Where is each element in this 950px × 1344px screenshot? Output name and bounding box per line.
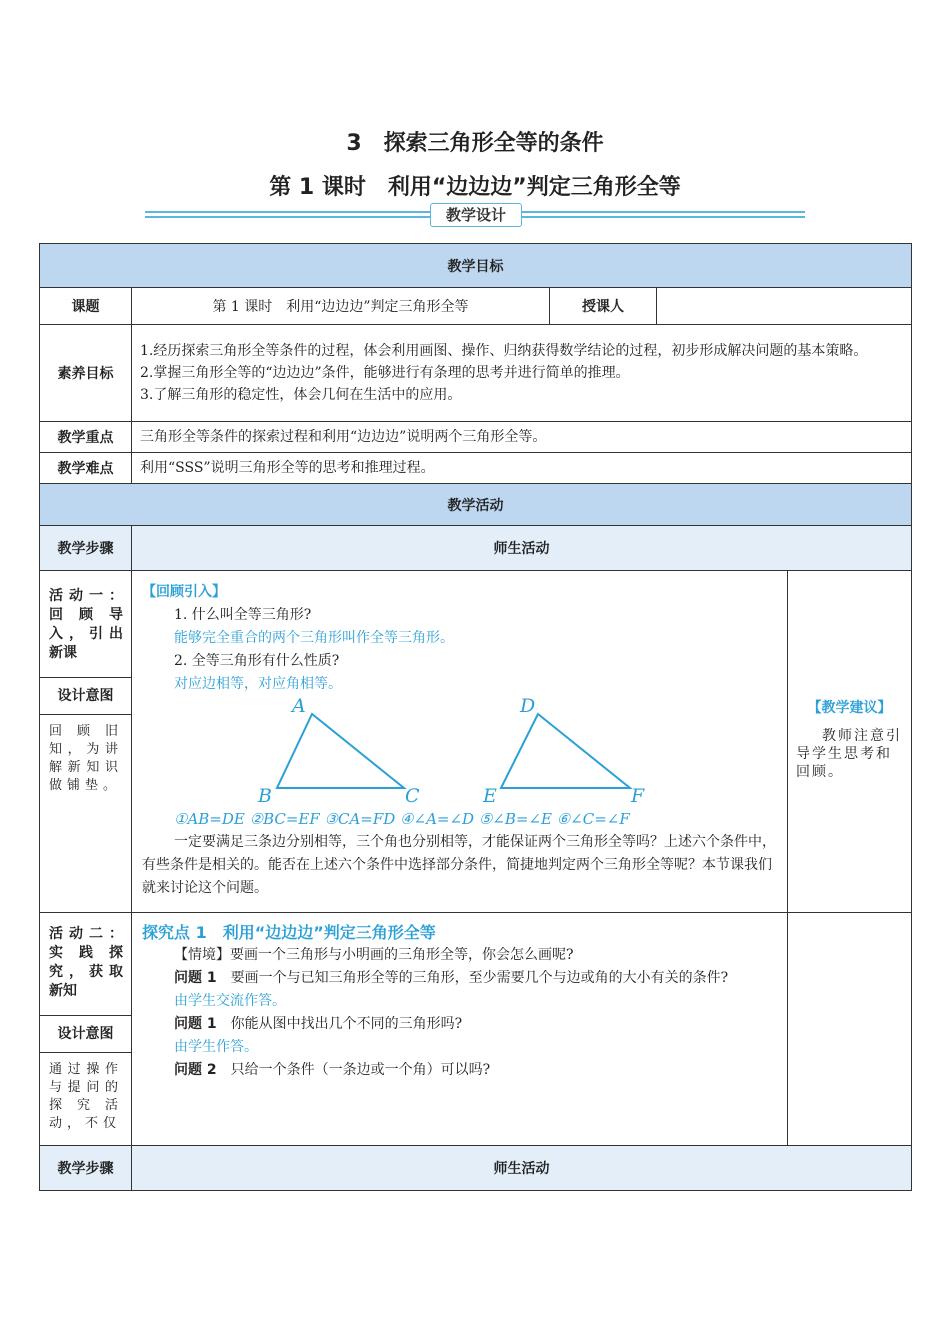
- goals-header: 教学目标: [40, 244, 912, 288]
- answer-1: 能够完全重合的两个三角形叫作全等三角形。: [174, 630, 454, 646]
- suggestion-text: 教师注意引导学生思考和回顾。: [796, 728, 902, 780]
- literacy-label: 素养目标: [40, 325, 132, 422]
- banner-label: 教学设计: [430, 203, 522, 227]
- teacher-label: 授课人: [550, 288, 657, 325]
- problem-2: 问题 2 只给一个条件（一条边或一个角）可以吗?: [174, 1062, 491, 1078]
- key-point-label: 教学重点: [40, 422, 132, 453]
- lesson-plan-table: [39, 243, 912, 1191]
- chapter-title: 3 探索三角形全等的条件: [346, 131, 604, 156]
- review-tag: 【回顾引入】: [142, 584, 226, 600]
- problem-1-answer: 由学生交流作答。: [174, 993, 286, 1009]
- teacher-student-label: 师生活动: [132, 526, 912, 571]
- activity2-content: [132, 913, 788, 1146]
- explore-point-title: 探究点 1 利用“边边边”判定三角形全等: [142, 923, 436, 942]
- key-point-value: 三角形全等条件的探索过程和利用“边边边”说明两个三角形全等。: [132, 422, 912, 453]
- six-conditions: ①AB=DE ②BC=EF ③CA=FD ④∠A=∠D ⑤∠B=∠E ⑥∠C=∠F: [174, 810, 630, 828]
- vertex-a: A: [292, 696, 306, 717]
- question-1: 1. 什么叫全等三角形?: [174, 607, 312, 623]
- activity1-content: [132, 571, 788, 913]
- activity1-title: 活动一： 回 顾 导 入，引出 新课: [49, 588, 123, 661]
- problem-1b-answer: 由学生作答。: [174, 1039, 258, 1055]
- activity2-suggestion-cell: [788, 913, 912, 1146]
- activity2-step-cell: [40, 913, 132, 1146]
- problem-1b: 问题 1 你能从图中找出几个不同的三角形吗?: [174, 1016, 463, 1032]
- teacher-value: [657, 288, 912, 325]
- difficulty-label: 教学难点: [40, 453, 132, 484]
- vertex-d: D: [520, 696, 536, 717]
- activity1-paragraph: 一定要满足三条边分别相等，三个角也分别相等，才能保证两个三角形全等吗？上述六个条件中，有些条件是相关的。能否在上述六个条件中选择部分条件，简捷地判定两个三角形全等呢？本节课我们就来讨论这个问题。: [142, 834, 776, 896]
- activity2-design-label: 设计意图: [40, 1015, 131, 1053]
- answer-2: 对应边相等，对应角相等。: [174, 676, 342, 692]
- steps-label: 教学步骤: [40, 526, 132, 571]
- activities-header: 教学活动: [40, 484, 912, 526]
- teacher-student-label-repeat: 师生活动: [132, 1146, 912, 1191]
- activity2-title: 活动二： 实 践 探 究，获取 新知: [49, 926, 123, 999]
- activity1-step-cell: [40, 571, 132, 913]
- difficulty-value: 利用“SSS”说明三角形全等的思考和推理过程。: [132, 453, 912, 484]
- activity1-design-label: 设计意图: [40, 677, 131, 715]
- triangle-abc: [277, 714, 404, 788]
- literacy-item: 3.了解三角形的稳定性，体会几何在生活中的应用。: [140, 387, 462, 403]
- lesson-title: 第 1 课时 利用“边边边”判定三角形全等: [269, 175, 681, 200]
- literacy-goals: [132, 325, 912, 422]
- vertex-c: C: [405, 785, 420, 807]
- literacy-item: 1.经历探索三角形全等条件的过程，体会利用画图、操作、归纳获得数学结论的过程，初步形成解决问题的基本策略。: [140, 343, 868, 359]
- activity2-design-text: 通过操作与提问的探究活动，不仅: [49, 1062, 123, 1131]
- topic-label: 课题: [40, 288, 132, 325]
- suggestion-tag: 【教学建议】: [807, 700, 892, 716]
- problem-1: 问题 1 要画一个与已知三角形全等的三角形，至少需要几个与边或角的大小有关的条件?: [174, 970, 729, 986]
- steps-label-repeat: 教学步骤: [40, 1146, 132, 1191]
- triangle-def: [501, 714, 630, 788]
- triangles-svg: [142, 696, 782, 808]
- vertex-b: B: [258, 785, 272, 807]
- activity1-design-text: 回顾旧知，为讲解新知识做铺垫。: [49, 724, 123, 793]
- teaching-design-banner: [145, 203, 805, 227]
- vertex-e: E: [483, 785, 497, 807]
- question-2: 2. 全等三角形有什么性质?: [174, 653, 340, 669]
- scene: 【情境】要画一个三角形与小明画的三角形全等，你会怎么画呢?: [174, 947, 574, 963]
- topic-value: 第 1 课时 利用“边边边”判定三角形全等: [132, 288, 550, 325]
- vertex-f: F: [631, 785, 645, 807]
- teaching-suggestion-cell: [788, 571, 912, 913]
- triangle-figure: [142, 696, 779, 808]
- literacy-item: 2.掌握三角形全等的“边边边”条件，能够进行有条理的思考并进行简单的推理。: [140, 365, 630, 381]
